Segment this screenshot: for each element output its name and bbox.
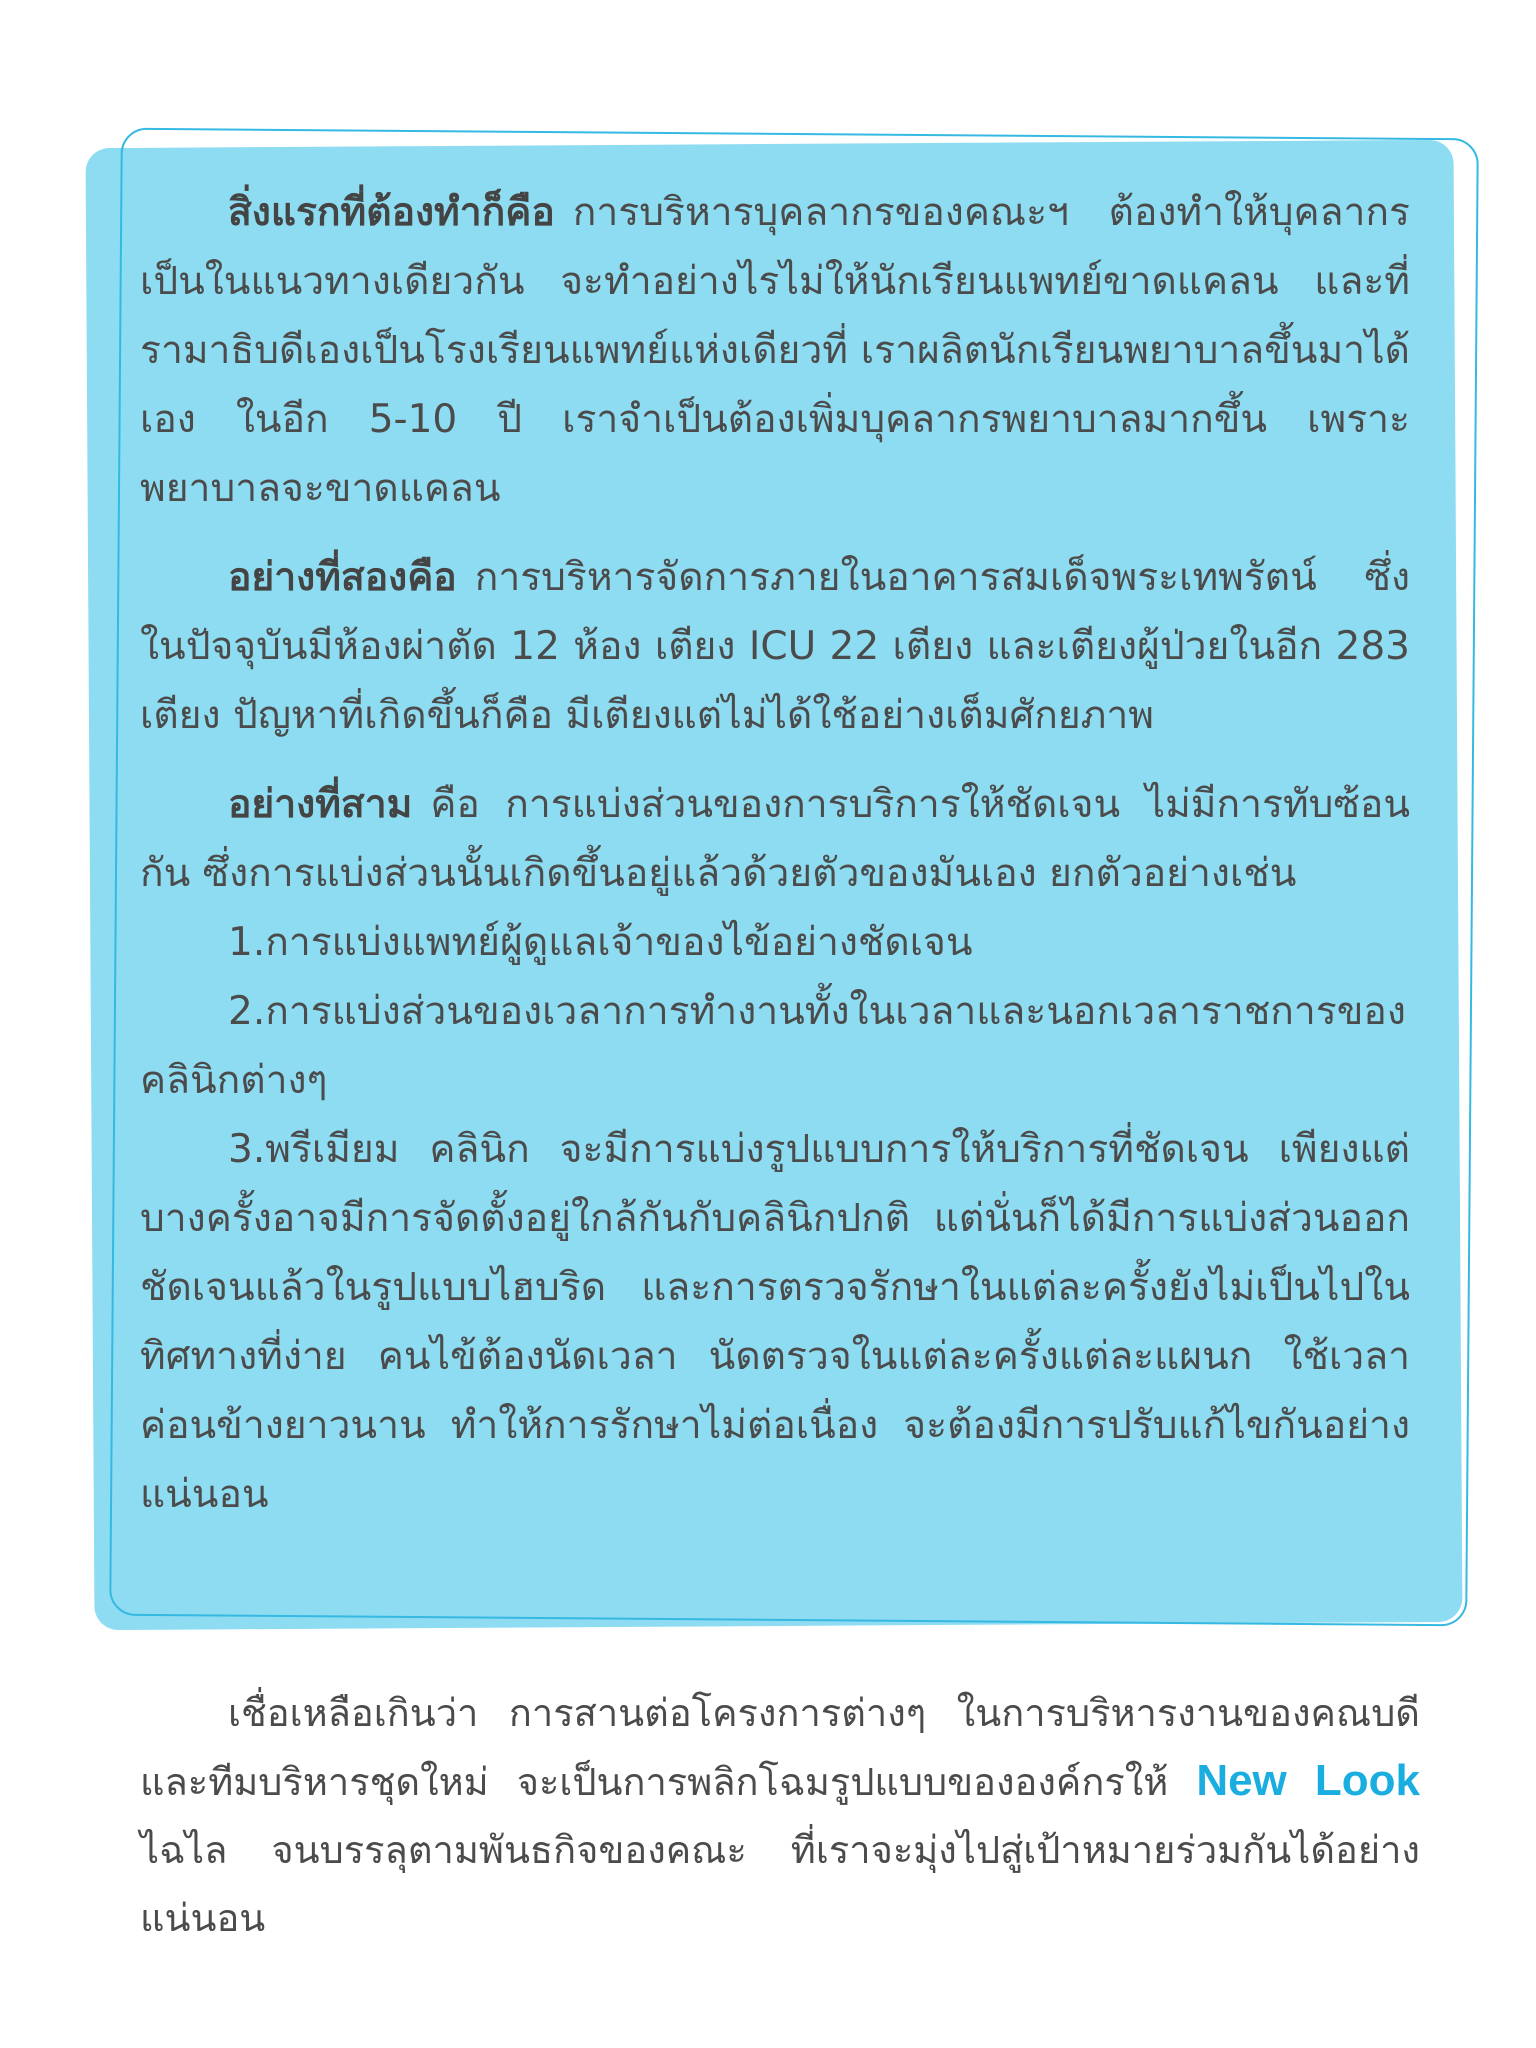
paragraph-text: การบริหารจัดการภายในอาคารสมเด็จพระเทพรัตน์ ซึ่งในปัจจุบันมีห้องผ่าตัด 12 ห้อง เตียง ICU 22 เตียง และเตียงผู้ป่วยในอีก 283 เตียง ปัญหาที่เกิดขึ้นก็คือ มีเตียงแต่ไม่ได้ใช้อย่างเต็มศักยภาพ [140, 555, 1410, 738]
paragraph-second [140, 543, 1410, 750]
paragraph-text: การบริหารบุคลากรของคณะฯ ต้องทำให้บุคลากรเป็นในแนวทางเดียวกัน จะทำอย่างไรไม่ให้นักเรียนแพทย์ขาดแคลน และที่รามาธิบดีเองเป็นโรงเรียนแพทย์แห่งเดียวที่ เราผลิตนักเรียนพยาบาลขึ้นมาได้เอง ในอีก 5-10 ปี เราจำเป็นต้องเพิ่มบุคลากรพยาบาลมากขึ้น เพราะพยาบาลจะขาดแคลน [140, 190, 1410, 511]
closing-section [140, 1679, 1420, 1952]
closing-text-after: ไฉไล จนบรรลุตามพันธกิจของคณะ ที่เราจะมุ่งไปสู่เป้าหมายร่วมกันได้อย่างแน่นอน [140, 1828, 1420, 1940]
paragraph-third [140, 770, 1410, 908]
list-item: 1.การแบ่งแพทย์ผู้ดูแลเจ้าของไข้อย่างชัดเจน [228, 920, 973, 965]
paragraph-text: คือ การแบ่งส่วนของการบริการให้ชัดเจน ไม่มีการทับซ้อนกัน ซึ่งการแบ่งส่วนนั้นเกิดขึ้นอยู่แล้วด้วยตัวของมันเอง ยกตัวอย่างเช่น [140, 782, 1410, 896]
paragraph-lead: สิ่งแรกที่ต้องทำก็คือ [228, 190, 555, 235]
paragraph-lead: อย่างที่สาม [228, 782, 413, 827]
list-item: 2.การแบ่งส่วนของเวลาการทำงานทั้งในเวลาและนอกเวลาราชการของคลินิกต่างๆ [140, 989, 1406, 1103]
closing-text-before: เชื่อเหลือเกินว่า การสานต่อโครงการต่างๆ ในการบริหารงานของคณบดีและทีมบริหารชุดใหม่ จะเป็นการพลิกโฉมรูปแบบขององค์กรให้ [140, 1691, 1420, 1804]
closing-paragraph [140, 1679, 1420, 1952]
paragraph-first [140, 178, 1410, 523]
new-look-highlight: New Look [1196, 1756, 1420, 1805]
list-item: 3.พรีเมียม คลินิก จะมีการแบ่งรูปแบบการให้บริการที่ชัดเจน เพียงแต่บางครั้งอาจมีการจัดตั้งอยู่ใกล้กันกับคลินิกปกติ แต่นั่นก็ได้มีการแบ่งส่วนออกชัดเจนแล้วในรูปแบบไฮบริด และการตรวจรักษาในแต่ละครั้งยังไม่เป็นไปในทิศทางที่ง่าย คนไข้ต้องนัดเวลา นัดตรวจในแต่ละครั้งแต่ละแผนก ใช้เวลาค่อนข้างยาวนาน ทำให้การรักษาไม่ต่อเนื่อง จะต้องมีการปรับแก้ไขกันอย่างแน่นอน [140, 1127, 1410, 1517]
paragraph-lead: อย่างที่สองคือ [228, 555, 457, 600]
highlight-box-content [140, 178, 1410, 1598]
